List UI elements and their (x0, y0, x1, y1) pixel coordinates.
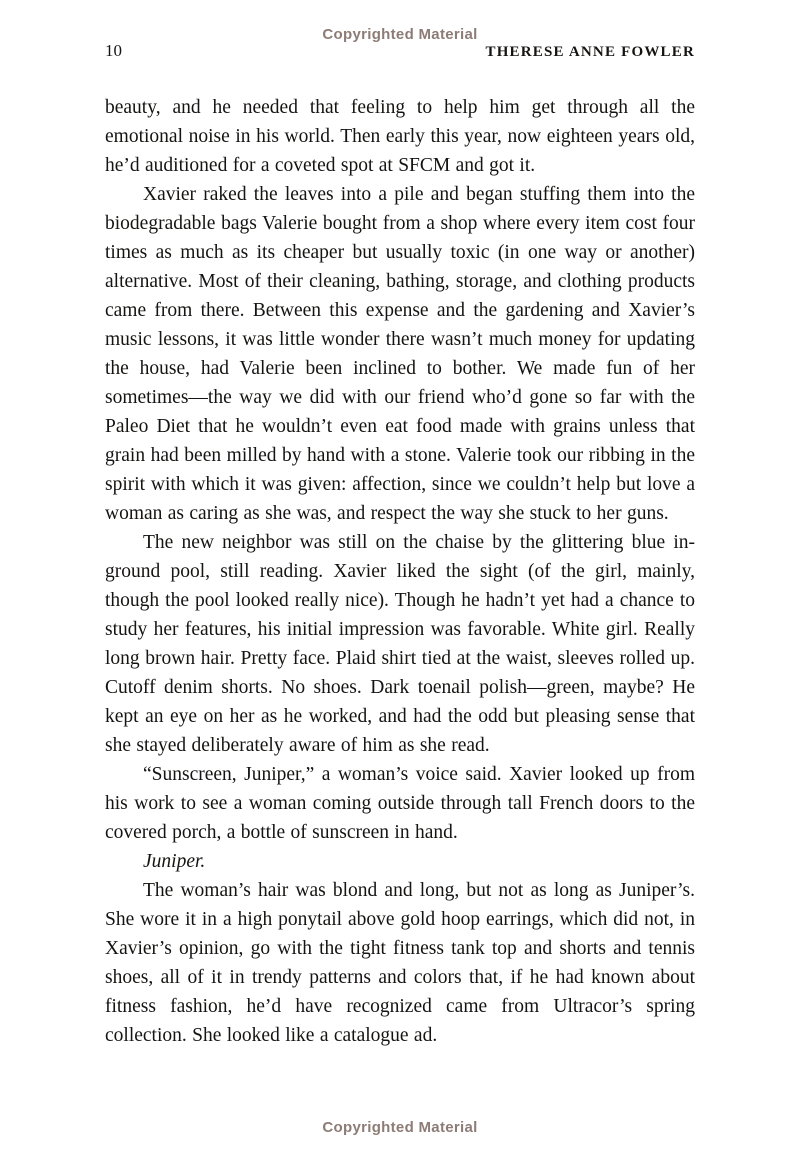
body-paragraph: The new neighbor was still on the chaise by the glittering blue in-ground pool, still reading. Xavier liked the sight (of the girl, mainly, though the pool looked really nice). Though he hadn’t yet had a chance to study her features, his initial impression was favorable. White girl. Really long brown hair. Pretty face. Plaid shirt tied at the waist, sleeves rolled up. Cutoff denim shorts. No shoes. Dark toenail polish—green, maybe? He kept an eye on her as he worked, and had the odd but pleasing sense that she stayed deliberately aware of him as she read. (105, 532, 695, 756)
page-header (105, 41, 695, 61)
body-paragraph: “Sunscreen, Juniper,” a woman’s voice said. Xavier looked up from his work to see a woman coming outside through tall French doors to the covered porch, a bottle of sunscreen in hand. (105, 764, 695, 843)
body-paragraph: Xavier raked the leaves into a pile and began stuffing them into the biodegradable bags Valerie bought from a shop where every item cost four times as much as its cheaper but usually toxic (in one way or another) alternative. Most of their cleaning, bathing, storage, and clothing products came from there. Between this expense and the gardening and Xavier’s music lessons, it was little wonder there wasn’t much money for updating the house, had Valerie been inclined to bother. We made fun of her sometimes—the way we did with our friend who’d gone so far with the Paleo Diet that he wouldn’t even eat food made with grains unless that grain had been milled by hand with a stone. Valerie took our ribbing in the spirit with which it was given: affection, since we couldn’t help but love a woman as caring as she was, and respect the way she stuck to her guns. (105, 184, 695, 524)
copyright-notice-top: Copyrighted Material (322, 26, 478, 43)
copyright-notice-bottom: Copyrighted Material (322, 1119, 478, 1136)
page-number: 10 (105, 41, 122, 60)
body-text (105, 93, 695, 1050)
body-paragraph: beauty, and he needed that feeling to help him get through all the emotional noise in his world. Then early this year, now eighteen years old, he’d auditioned for a coveted spot at SFCM and got it. (105, 97, 695, 176)
running-header-author: THERESE ANNE FOWLER (485, 44, 695, 60)
body-paragraph: Juniper. (143, 851, 206, 872)
body-paragraph: The woman’s hair was blond and long, but not as long as Juniper’s. She wore it in a high ponytail above gold hoop earrings, which did not, in Xavier’s opinion, go with the tight fitness tank top and shorts and tennis shoes, all of it in trendy patterns and colors that, if he had known about fitness fashion, he’d have recognized came from Ultracor’s spring collection. She looked like a catalogue ad. (105, 880, 695, 1046)
